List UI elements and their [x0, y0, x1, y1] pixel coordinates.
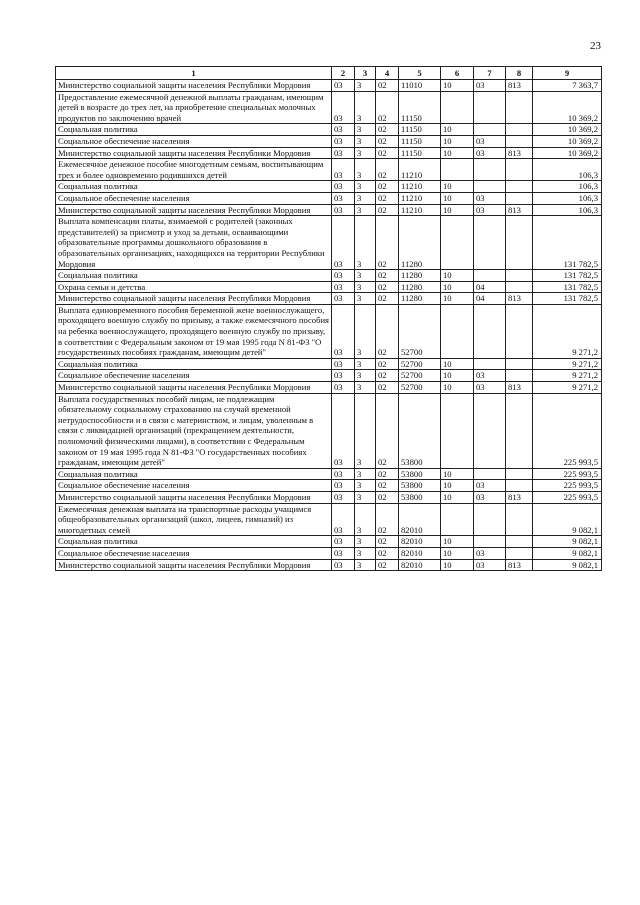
row-code: 11210 [399, 192, 441, 204]
row-code: 3 [355, 147, 376, 159]
row-code: 10 [441, 124, 474, 136]
row-code: 10 [441, 480, 474, 492]
row-code: 52700 [399, 382, 441, 394]
row-code: 10 [441, 491, 474, 503]
row-code [474, 159, 506, 181]
row-amount: 9 271,2 [533, 358, 602, 370]
row-code [441, 159, 474, 181]
row-amount: 9 082,1 [533, 536, 602, 548]
row-code: 03 [474, 135, 506, 147]
row-code: 02 [376, 503, 399, 536]
column-header: 7 [474, 67, 506, 80]
table-row [56, 358, 602, 370]
row-amount: 225 993,5 [533, 468, 602, 480]
row-code [506, 124, 533, 136]
row-code: 3 [355, 216, 376, 270]
row-code: 3 [355, 135, 376, 147]
column-header: 9 [533, 67, 602, 80]
row-code: 04 [474, 281, 506, 293]
column-header: 5 [399, 67, 441, 80]
row-code: 02 [376, 181, 399, 193]
row-code: 02 [376, 270, 399, 282]
row-description: Выплата компенсации платы, взимаемой с родителей (законных представителей) за присмотр и уход за детьми, осваивающими образовательные программы дошкольного образования в образовательных организациях, находящихся на территории Республики Мордовия [56, 216, 332, 270]
row-code: 02 [376, 204, 399, 216]
row-amount: 106,3 [533, 159, 602, 181]
row-description: Социальное обеспечение населения [56, 135, 332, 147]
row-code: 3 [355, 181, 376, 193]
column-header: 6 [441, 67, 474, 80]
row-code: 10 [441, 370, 474, 382]
row-amount: 9 271,2 [533, 304, 602, 358]
row-code: 03 [332, 135, 355, 147]
row-code [474, 181, 506, 193]
row-code: 03 [332, 192, 355, 204]
row-code: 02 [376, 281, 399, 293]
row-amount: 106,3 [533, 181, 602, 193]
row-code: 3 [355, 80, 376, 92]
table-row [56, 216, 602, 270]
row-code [506, 393, 533, 468]
table-row [56, 124, 602, 136]
row-code: 02 [376, 91, 399, 124]
column-header: 3 [355, 67, 376, 80]
row-code: 53800 [399, 468, 441, 480]
row-code: 02 [376, 358, 399, 370]
row-code: 03 [332, 547, 355, 559]
column-header: 2 [332, 67, 355, 80]
row-code [506, 480, 533, 492]
row-code: 82010 [399, 536, 441, 548]
row-code: 10 [441, 80, 474, 92]
row-code: 02 [376, 135, 399, 147]
row-code: 11280 [399, 293, 441, 305]
row-code: 11150 [399, 124, 441, 136]
row-description: Социальная политика [56, 358, 332, 370]
row-code: 03 [332, 304, 355, 358]
row-code [506, 536, 533, 548]
row-code: 03 [332, 536, 355, 548]
row-description: Ежемесячная денежная выплата на транспортные расходы учащимся общеобразовательных организаций (школ, лицеев, гимназий) из многодетных семей [56, 503, 332, 536]
row-amount: 131 782,5 [533, 270, 602, 282]
row-code: 11150 [399, 147, 441, 159]
row-amount: 9 082,1 [533, 547, 602, 559]
row-code: 03 [332, 216, 355, 270]
table-row [56, 181, 602, 193]
row-code: 813 [506, 382, 533, 394]
row-code: 02 [376, 468, 399, 480]
table-row [56, 480, 602, 492]
table-row [56, 547, 602, 559]
row-description: Выплата единовременного пособия беременной жене военнослужащего, проходящего военную службу по призыву, а также ежемесячного пособия на ребенка военнослужащего, проходящего военную службу по призыву, в соответствии с Федеральным законом от 19 мая 1995 года N 81-ФЗ "О государственных пособиях гражданам, имеющим детей" [56, 304, 332, 358]
row-code: 03 [332, 559, 355, 571]
row-code: 10 [441, 293, 474, 305]
row-code [506, 358, 533, 370]
row-code: 02 [376, 124, 399, 136]
row-code: 02 [376, 159, 399, 181]
row-code: 03 [332, 370, 355, 382]
row-code: 813 [506, 147, 533, 159]
table-row [56, 536, 602, 548]
row-code: 82010 [399, 503, 441, 536]
row-amount: 9 082,1 [533, 559, 602, 571]
row-code [474, 503, 506, 536]
header-row [56, 67, 602, 80]
row-code: 82010 [399, 559, 441, 571]
row-code: 11280 [399, 216, 441, 270]
table-row [56, 159, 602, 181]
table-row [56, 80, 602, 92]
row-description: Министерство социальной защиты населения Республики Мордовия [56, 382, 332, 394]
row-code [474, 536, 506, 548]
row-description: Социальная политика [56, 181, 332, 193]
row-amount: 225 993,5 [533, 480, 602, 492]
row-code: 10 [441, 281, 474, 293]
row-code: 02 [376, 393, 399, 468]
row-code: 3 [355, 192, 376, 204]
row-code [506, 181, 533, 193]
row-code: 3 [355, 382, 376, 394]
table-row [56, 370, 602, 382]
row-code: 52700 [399, 304, 441, 358]
row-code: 10 [441, 536, 474, 548]
row-code: 813 [506, 80, 533, 92]
row-code: 02 [376, 80, 399, 92]
row-code: 03 [332, 80, 355, 92]
row-code: 03 [474, 147, 506, 159]
row-code: 02 [376, 192, 399, 204]
row-code [474, 270, 506, 282]
row-code [441, 503, 474, 536]
row-code: 03 [332, 270, 355, 282]
row-code: 02 [376, 382, 399, 394]
row-code: 813 [506, 204, 533, 216]
row-code: 02 [376, 304, 399, 358]
row-code: 11210 [399, 181, 441, 193]
row-code: 03 [332, 293, 355, 305]
row-code: 11210 [399, 159, 441, 181]
budget-table [55, 66, 602, 571]
row-code [474, 91, 506, 124]
table-row [56, 204, 602, 216]
row-amount: 9 271,2 [533, 370, 602, 382]
row-code: 03 [332, 147, 355, 159]
row-description: Министерство социальной защиты населения Республики Мордовия [56, 204, 332, 216]
row-code: 10 [441, 181, 474, 193]
row-code: 03 [332, 382, 355, 394]
row-code: 10 [441, 192, 474, 204]
row-code: 03 [332, 281, 355, 293]
row-description: Социальная политика [56, 536, 332, 548]
row-amount: 131 782,5 [533, 216, 602, 270]
row-code: 3 [355, 204, 376, 216]
row-code [441, 393, 474, 468]
row-amount: 9 271,2 [533, 382, 602, 394]
row-code: 03 [474, 559, 506, 571]
row-code: 03 [474, 382, 506, 394]
table-row [56, 393, 602, 468]
row-code: 03 [332, 468, 355, 480]
row-code: 10 [441, 270, 474, 282]
row-code [506, 281, 533, 293]
table-row [56, 270, 602, 282]
row-code: 03 [474, 370, 506, 382]
row-code: 3 [355, 491, 376, 503]
row-code [506, 159, 533, 181]
row-amount: 106,3 [533, 204, 602, 216]
row-description: Социальная политика [56, 270, 332, 282]
table-row [56, 491, 602, 503]
row-description: Министерство социальной защиты населения Республики Мордовия [56, 491, 332, 503]
row-code: 02 [376, 547, 399, 559]
row-code [506, 468, 533, 480]
row-code [506, 91, 533, 124]
row-amount: 10 369,2 [533, 147, 602, 159]
row-code: 03 [332, 480, 355, 492]
row-code [474, 304, 506, 358]
row-code: 3 [355, 536, 376, 548]
row-code: 82010 [399, 547, 441, 559]
row-code: 3 [355, 270, 376, 282]
row-code [441, 304, 474, 358]
row-code: 03 [474, 80, 506, 92]
row-code [474, 468, 506, 480]
column-header: 4 [376, 67, 399, 80]
row-code [474, 216, 506, 270]
row-amount: 131 782,5 [533, 293, 602, 305]
row-description: Выплата государственных пособий лицам, не подлежащим обязательному социальному страхованию на случай временной нетрудоспособности и в связи с материнством, и лицам, уволенным в связи с ликвидацией организаций (прекращением деятельности, полномочий физическими лицами), в соответствии с Федеральным законом от 19 мая 1995 года N 81-ФЗ "О государственных пособиях гражданам, имеющим детей" [56, 393, 332, 468]
row-description: Социальное обеспечение населения [56, 192, 332, 204]
row-code: 03 [332, 159, 355, 181]
row-amount: 7 363,7 [533, 80, 602, 92]
row-code: 3 [355, 503, 376, 536]
table-row [56, 559, 602, 571]
row-code: 10 [441, 204, 474, 216]
row-code: 53800 [399, 491, 441, 503]
row-code [441, 216, 474, 270]
row-code: 3 [355, 304, 376, 358]
row-code: 11150 [399, 135, 441, 147]
table-row [56, 192, 602, 204]
row-code: 813 [506, 559, 533, 571]
row-code: 02 [376, 147, 399, 159]
row-description: Министерство социальной защиты населения Республики Мордовия [56, 80, 332, 92]
row-code [474, 393, 506, 468]
row-code: 3 [355, 281, 376, 293]
row-amount: 131 782,5 [533, 281, 602, 293]
page-number: 23 [590, 40, 601, 52]
row-code: 3 [355, 370, 376, 382]
row-code: 52700 [399, 370, 441, 382]
row-code: 11150 [399, 91, 441, 124]
row-code: 11280 [399, 270, 441, 282]
row-code: 02 [376, 480, 399, 492]
row-code: 3 [355, 559, 376, 571]
table-row [56, 91, 602, 124]
column-header: 8 [506, 67, 533, 80]
row-code [474, 124, 506, 136]
row-code: 3 [355, 293, 376, 305]
row-code: 03 [474, 480, 506, 492]
row-description: Министерство социальной защиты населения Республики Мордовия [56, 559, 332, 571]
row-code: 11280 [399, 281, 441, 293]
row-code: 3 [355, 124, 376, 136]
row-description: Министерство социальной защиты населения Республики Мордовия [56, 293, 332, 305]
row-amount: 225 993,5 [533, 393, 602, 468]
row-code: 03 [332, 181, 355, 193]
row-code: 53800 [399, 480, 441, 492]
row-code: 02 [376, 293, 399, 305]
row-code: 02 [376, 559, 399, 571]
row-code: 02 [376, 491, 399, 503]
row-code: 10 [441, 559, 474, 571]
row-code: 3 [355, 547, 376, 559]
row-amount: 10 369,2 [533, 124, 602, 136]
row-code: 03 [332, 124, 355, 136]
row-code: 3 [355, 358, 376, 370]
row-code: 04 [474, 293, 506, 305]
row-code [506, 547, 533, 559]
table-row [56, 147, 602, 159]
row-description: Министерство социальной защиты населения Республики Мордовия [56, 147, 332, 159]
row-code: 03 [474, 192, 506, 204]
row-code: 10 [441, 468, 474, 480]
row-description: Ежемесячное денежное пособие многодетным семьям, воспитывающим трех и более одновременно родившихся детей [56, 159, 332, 181]
row-code: 813 [506, 293, 533, 305]
row-code: 11210 [399, 204, 441, 216]
row-code: 10 [441, 147, 474, 159]
row-description: Предоставление ежемесячной денежной выплаты гражданам, имеющим детей в возрасте до трех лет, на приобретение специальных молочных продуктов по заключению врачей [56, 91, 332, 124]
row-code: 10 [441, 382, 474, 394]
table-row [56, 468, 602, 480]
row-code [441, 91, 474, 124]
row-code: 11010 [399, 80, 441, 92]
row-code [506, 135, 533, 147]
row-code: 813 [506, 491, 533, 503]
row-code: 3 [355, 468, 376, 480]
row-code: 02 [376, 216, 399, 270]
row-code [506, 192, 533, 204]
row-description: Социальная политика [56, 124, 332, 136]
row-code [506, 304, 533, 358]
row-description: Социальное обеспечение населения [56, 480, 332, 492]
row-code: 03 [332, 503, 355, 536]
table-row [56, 304, 602, 358]
row-amount: 10 369,2 [533, 135, 602, 147]
row-description: Социальное обеспечение населения [56, 547, 332, 559]
row-code: 03 [332, 204, 355, 216]
row-code: 03 [474, 547, 506, 559]
row-code: 03 [332, 393, 355, 468]
row-amount: 106,3 [533, 192, 602, 204]
row-description: Социальное обеспечение населения [56, 370, 332, 382]
row-code: 03 [332, 358, 355, 370]
row-code: 03 [474, 491, 506, 503]
table-row [56, 382, 602, 394]
row-amount: 10 369,2 [533, 91, 602, 124]
row-code: 10 [441, 135, 474, 147]
row-code: 52700 [399, 358, 441, 370]
table-row [56, 503, 602, 536]
table-row [56, 281, 602, 293]
table-row [56, 135, 602, 147]
table-row [56, 293, 602, 305]
row-code [474, 358, 506, 370]
row-amount: 9 082,1 [533, 503, 602, 536]
row-amount: 225 993,5 [533, 491, 602, 503]
row-code [506, 370, 533, 382]
row-code: 3 [355, 480, 376, 492]
column-header: 1 [56, 67, 332, 80]
row-description: Охрана семьи и детства [56, 281, 332, 293]
row-description: Социальная политика [56, 468, 332, 480]
row-code [506, 216, 533, 270]
row-code [506, 503, 533, 536]
row-code [506, 270, 533, 282]
row-code: 10 [441, 358, 474, 370]
row-code: 03 [332, 91, 355, 124]
row-code: 3 [355, 393, 376, 468]
row-code: 02 [376, 536, 399, 548]
row-code: 03 [332, 491, 355, 503]
row-code: 53800 [399, 393, 441, 468]
row-code: 3 [355, 159, 376, 181]
row-code: 03 [474, 204, 506, 216]
row-code: 02 [376, 370, 399, 382]
row-code: 3 [355, 91, 376, 124]
row-code: 10 [441, 547, 474, 559]
